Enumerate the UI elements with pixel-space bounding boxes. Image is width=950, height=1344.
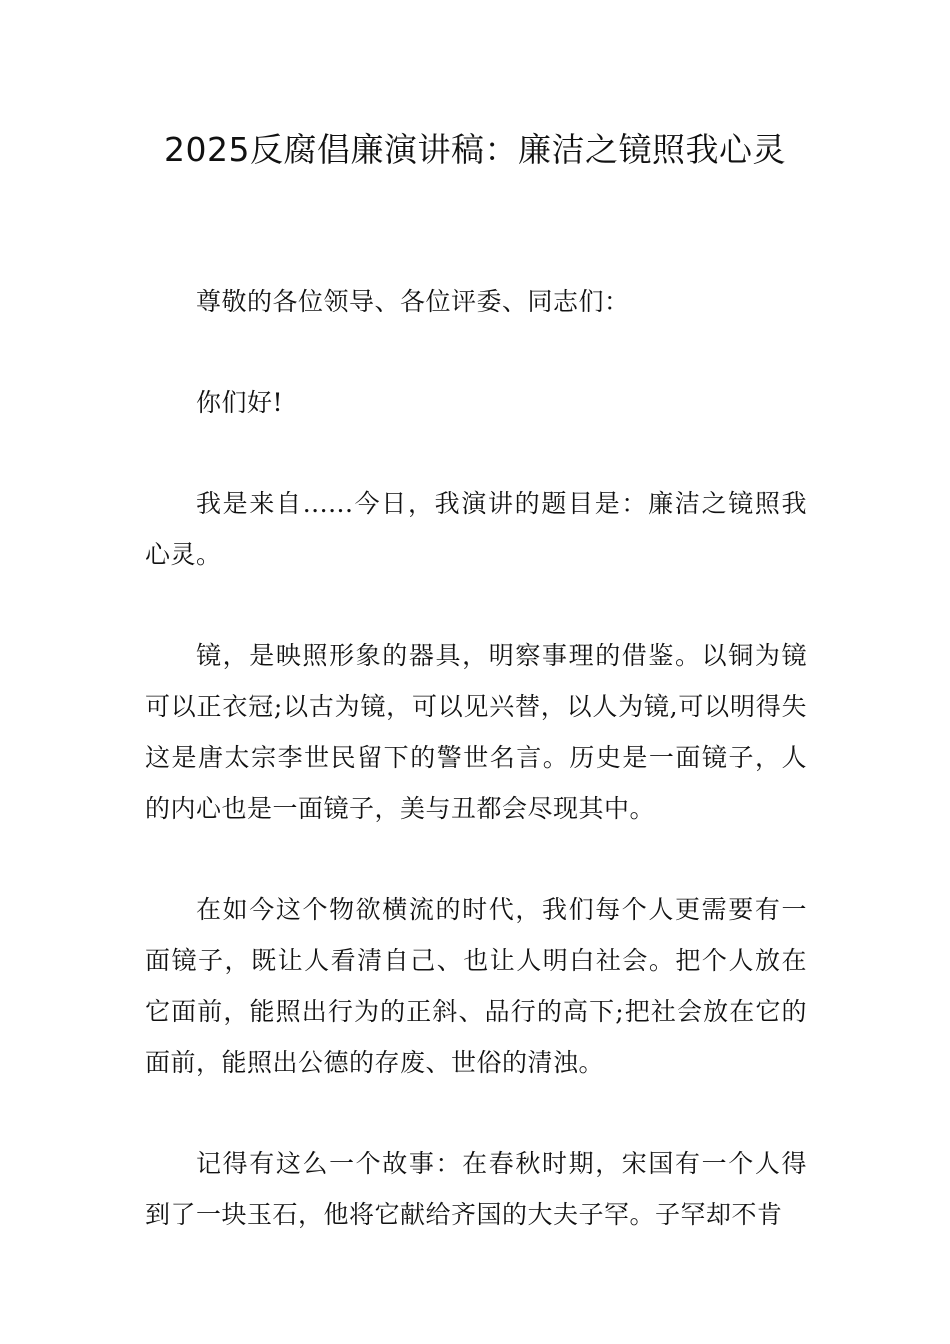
paragraph-greeting: 尊敬的各位领导、各位评委、同志们： — [196, 287, 630, 316]
paragraph-modern-era: 在如今这个物欲横流的时代，我们每个人更需要有一面镜子，既让人看清自己、也让人明白社会。把个人放在它面前，能照出行为的正斜、品行的高下;把社会放在它的面前，能照出公德的存废、世俗的清浊。 — [145, 895, 807, 1077]
paragraph-story: 记得有这么一个故事：在春秋时期，宋国有一个人得到了一块玉石，他将它献给齐国的大夫子罕。子罕却不肯 — [145, 1149, 807, 1229]
paragraph-introduction: 我是来自......今日，我演讲的题目是：廉洁之镜照我心灵。 — [145, 489, 807, 569]
paragraph-hello: 你们好! — [196, 388, 284, 417]
document-title: 2025反腐倡廉演讲稿：廉洁之镜照我心灵 — [164, 130, 786, 169]
paragraph-mirror-meaning: 镜，是映照形象的器具，明察事理的借鉴。以铜为镜可以正衣冠;以古为镜，可以见兴替，以人为镜,可以明得失这是唐太宗李世民留下的警世名言。历史是一面镜子，人的内心也是一面镜子，美与丑都会尽现其中。 — [145, 641, 807, 823]
document-body — [145, 276, 807, 1290]
